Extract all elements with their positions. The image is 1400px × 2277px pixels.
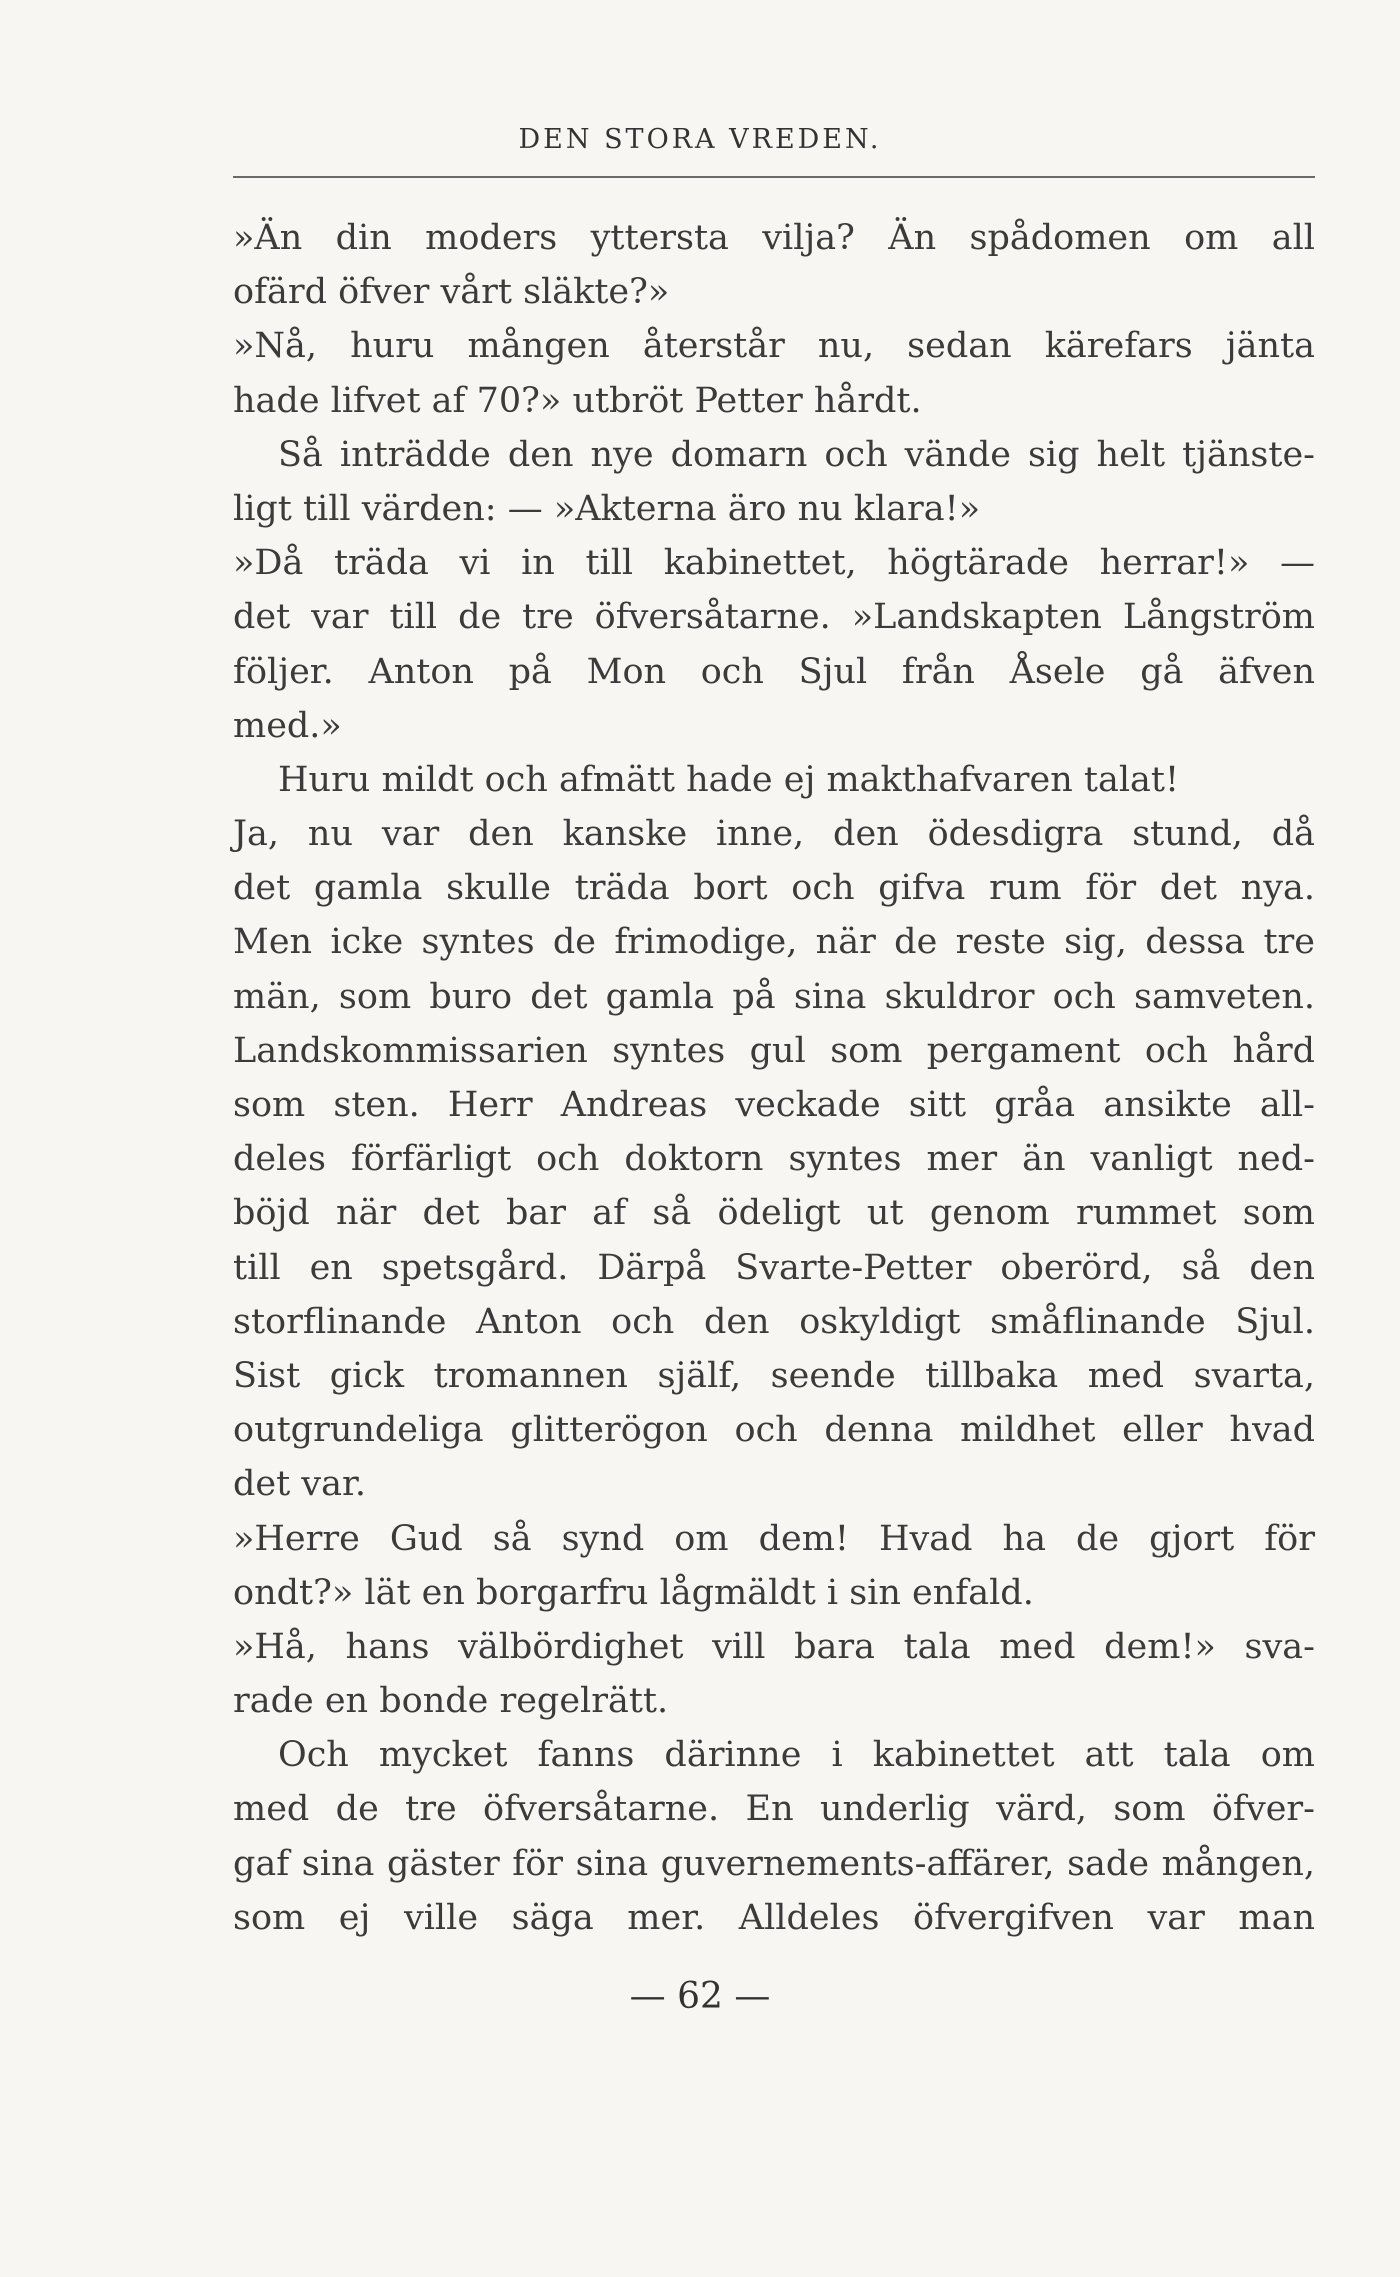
text-line: hade lifvet af 70?» utbröt Petter hårdt.	[233, 380, 922, 421]
header-rule	[233, 176, 1315, 178]
text-line: gaf sina gäster för sina guvernements-affärer, sade mången,	[233, 1843, 1315, 1884]
text-line: storflinande Anton och den oskyldigt småflinande Sjul.	[233, 1301, 1315, 1342]
text-line: böjd när det bar af så ödeligt ut genom rummet som	[233, 1193, 1315, 1234]
text-line: »Herre Gud så synd om dem! Hvad ha de gjort för	[233, 1518, 1315, 1559]
page-number: — 62 —	[629, 1976, 771, 2017]
text-line: »Nå, huru mången återstår nu, sedan kärefars jänta	[233, 326, 1315, 367]
text-line: till en spetsgård. Därpå Svarte-Petter oberörd, så den	[233, 1247, 1315, 1288]
text-line: det var.	[233, 1464, 366, 1505]
body-text	[233, 211, 1315, 1945]
text-line: rade en bonde regelrätt.	[233, 1681, 669, 1722]
text-line: Och mycket fanns därinne i kabinettet att tala om	[278, 1735, 1315, 1776]
text-line: Landskommissarien syntes gul som pergament och hård	[233, 1030, 1315, 1071]
text-line: som ej ville säga mer. Alldeles öfvergifven var man	[233, 1897, 1315, 1938]
text-line: Men icke syntes de frimodige, när de reste sig, dessa tre	[233, 922, 1315, 963]
text-line: som sten. Herr Andreas veckade sitt gråa ansikte all-	[233, 1085, 1315, 1125]
text-line: »Än din moders yttersta vilja? Än spådomen om all	[233, 218, 1315, 258]
text-line: det var till de tre öfversåtarne. »Landskapten Långström	[233, 597, 1315, 638]
text-line: män, som buro det gamla på sina skuldror och samveten.	[233, 976, 1315, 1017]
text-line: det gamla skulle träda bort och gifva rum för det nya.	[233, 868, 1315, 909]
text-line: Huru mildt och afmätt hade ej makthafvaren talat!	[278, 759, 1180, 800]
text-line: med de tre öfversåtarne. En underlig värd, som öfver-	[233, 1789, 1315, 1830]
text-line: Sist gick tromannen själf, seende tillbaka med svarta,	[233, 1355, 1315, 1396]
text-line: ofärd öfver vårt släkte?»	[233, 272, 670, 313]
text-line: »Då träda vi in till kabinettet, högtärade herrar!» —	[233, 543, 1315, 584]
text-line: »Hå, hans välbördighet vill bara tala med dem!» sva-	[233, 1626, 1315, 1667]
text-line: deles förfärligt och doktorn syntes mer än vanligt ned-	[233, 1139, 1315, 1180]
text-line: ondt?» lät en borgarfru lågmäldt i sin enfald.	[233, 1572, 1034, 1613]
text-line: ligt till värden: — »Akterna äro nu klara!»	[233, 488, 981, 529]
text-line: med.»	[233, 705, 342, 746]
text-line: Så inträdde den nye domarn och vände sig helt tjänste-	[278, 434, 1315, 475]
text-line: följer. Anton på Mon och Sjul från Åsele gå äfven	[233, 651, 1315, 692]
running-head: DEN STORA VREDEN.	[518, 124, 882, 155]
text-line: Ja, nu var den kanske inne, den ödesdigra stund, då	[233, 814, 1315, 855]
text-line: outgrundeliga glitterögon och denna mildhet eller hvad	[233, 1410, 1315, 1451]
